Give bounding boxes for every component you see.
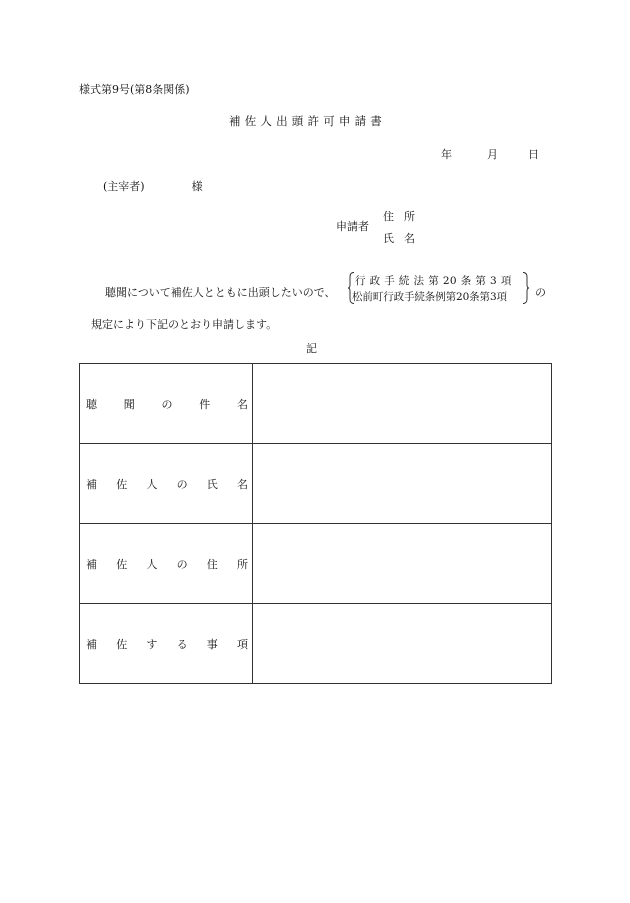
table-row — [80, 524, 552, 604]
label-char: の — [176, 557, 188, 571]
label-char: の — [176, 477, 188, 491]
assistant-name-value-cell[interactable] — [253, 444, 552, 524]
body-text-line1-suffix: の — [535, 286, 546, 299]
label-char: 名 — [236, 477, 248, 491]
date-month-label: 月 — [487, 148, 498, 161]
label-char: 補 — [86, 477, 97, 491]
label-char: 名 — [237, 397, 248, 411]
label-char: の — [161, 397, 173, 411]
date-day-label: 日 — [528, 148, 539, 161]
label-char: 聴 — [86, 397, 97, 411]
applicant-address-label: 住所 — [383, 210, 425, 223]
assistant-address-value-cell[interactable] — [253, 524, 552, 604]
document-title: 補佐人出頭許可申請書 — [229, 114, 386, 128]
assistance-matters-label-cell — [80, 604, 253, 684]
law-option-town-ordinance: 松前町行政手続条例第20条第3項 — [352, 291, 507, 303]
label-char: 聞 — [123, 397, 135, 411]
label-char: 事 — [206, 637, 218, 651]
addressee-line — [103, 178, 203, 194]
law-reference-bracket — [348, 272, 529, 304]
label-char: 人 — [146, 477, 158, 491]
label-char: 補 — [86, 637, 97, 651]
date-year-label: 年 — [441, 148, 452, 161]
assistance-matters-label — [86, 636, 248, 652]
applicant-name-label: 氏名 — [383, 232, 425, 245]
label-char: 件 — [199, 397, 211, 411]
label-char: す — [146, 637, 158, 651]
label-char: 佐 — [116, 477, 128, 491]
law-option-administrative-procedure-act: 行 政 手 続 法 第 20 条 第 3 項 — [355, 275, 512, 287]
table-row — [80, 604, 552, 684]
hearing-case-name-label-cell — [80, 364, 253, 444]
ki-heading: 記 — [306, 342, 317, 355]
label-char: 項 — [236, 637, 248, 651]
label-char: 佐 — [116, 637, 128, 651]
assistant-name-label-cell — [80, 444, 253, 524]
addressee-role: (主宰者) — [103, 180, 145, 193]
label-char: 佐 — [116, 557, 128, 571]
body-text-line1: 聴聞について補佐人とともに出頭したいので、 — [105, 286, 336, 299]
label-char: 所 — [236, 557, 248, 571]
table-row — [80, 364, 552, 444]
assistant-name-label — [86, 476, 248, 492]
form-number-label: 様式第9号(第8条関係) — [79, 83, 190, 96]
date-line — [441, 146, 539, 162]
label-char: 住 — [206, 557, 218, 571]
label-char: 人 — [146, 557, 158, 571]
application-details-table — [79, 363, 552, 684]
assistant-address-label-cell — [80, 524, 253, 604]
body-text-line2: 規定により下記のとおり申請します。 — [91, 318, 278, 331]
applicant-label: 申請者 — [336, 220, 369, 233]
assistant-address-label — [86, 556, 248, 572]
addressee-honorific: 様 — [191, 180, 203, 193]
label-char: 補 — [86, 557, 97, 571]
hearing-case-name-value-cell[interactable] — [253, 364, 552, 444]
assistance-matters-value-cell[interactable] — [253, 604, 552, 684]
label-char: 氏 — [206, 477, 218, 491]
hearing-case-name-label — [86, 396, 248, 412]
label-char: る — [176, 637, 188, 651]
table-row — [80, 444, 552, 524]
